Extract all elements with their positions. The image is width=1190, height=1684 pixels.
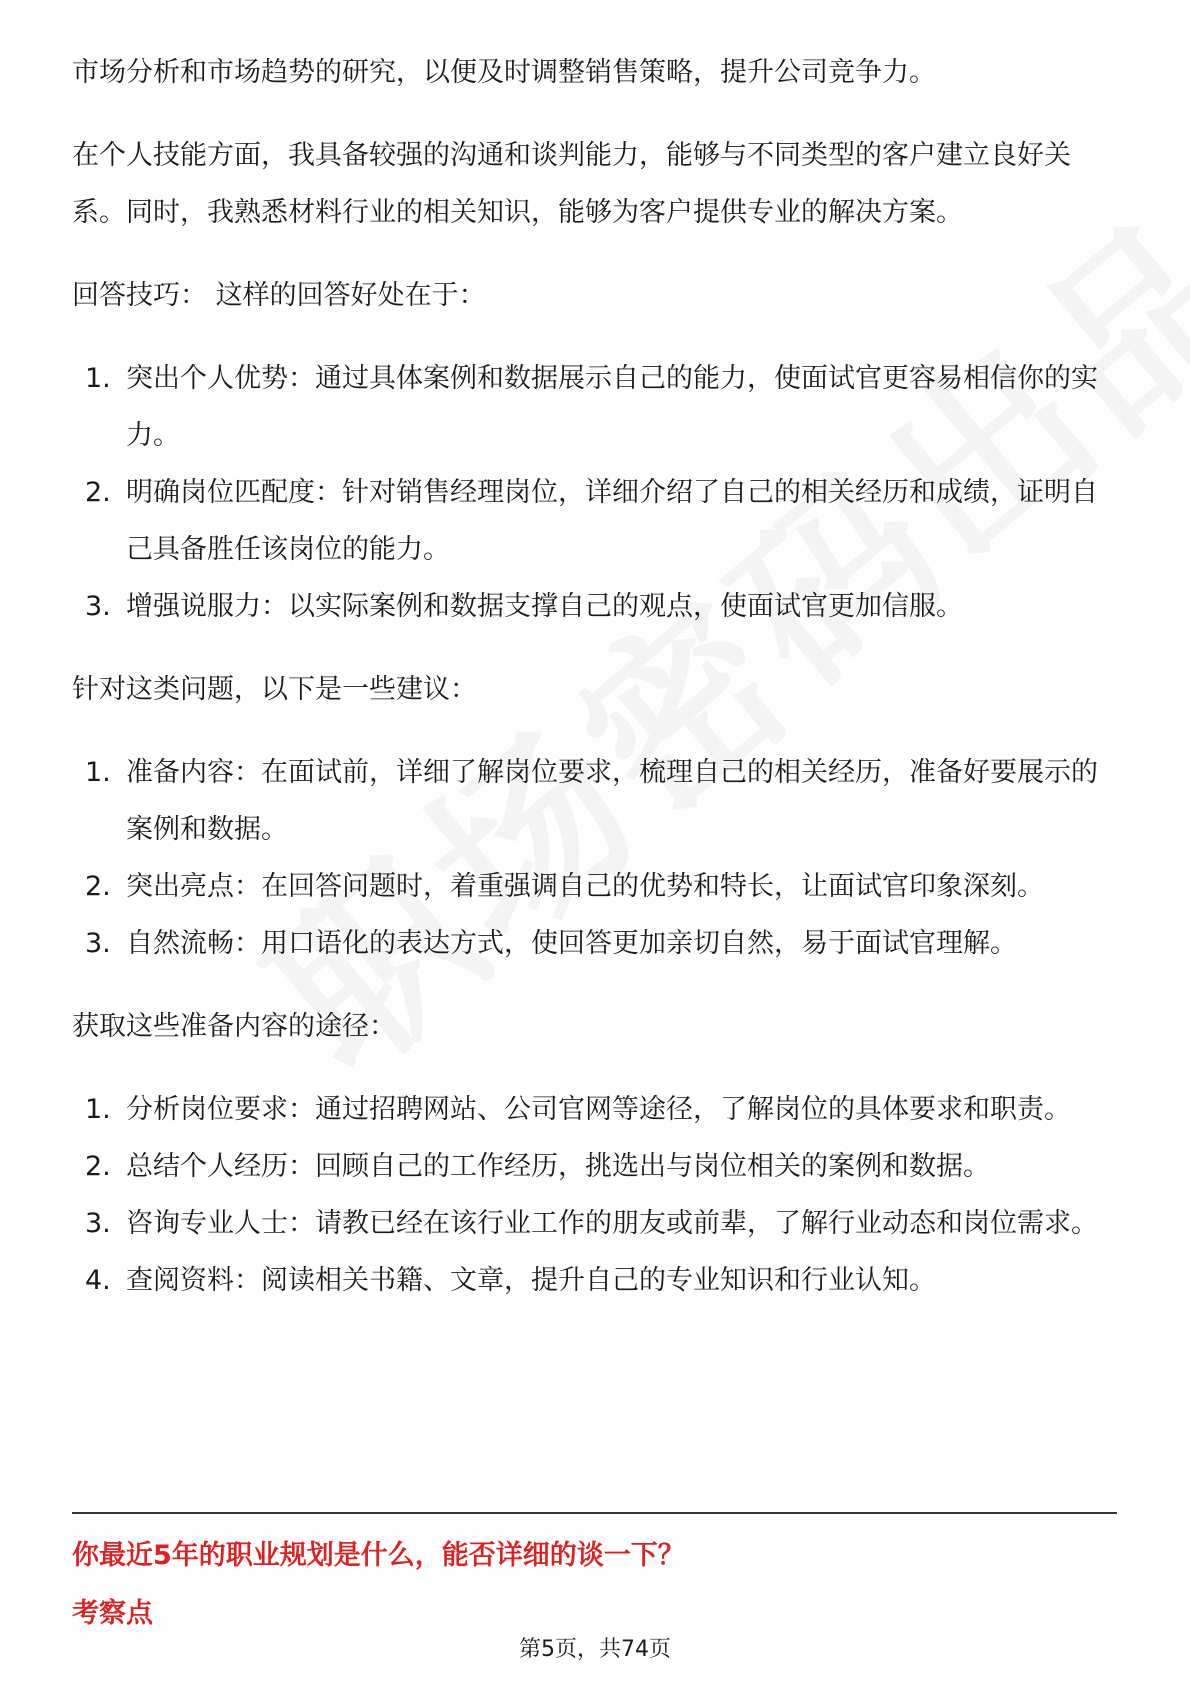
list-number: 2. [85, 477, 111, 508]
paragraph-suggestions-intro: 针对这类问题，以下是一些建议： [72, 674, 477, 705]
suggestions-list [72, 744, 1117, 972]
preparation-sources-list [72, 1081, 1117, 1309]
list-item-text: 查阅资料：阅读相关书籍、文章，提升自己的专业知识和行业认知。 [126, 1265, 936, 1296]
list-item [72, 1138, 1117, 1195]
list-item [72, 1081, 1117, 1138]
paragraph-answer-tips: 回答技巧： 这样的回答好处在于： [72, 280, 486, 311]
list-number: 3. [85, 928, 111, 959]
list-item [72, 858, 1117, 915]
list-number: 2. [85, 871, 111, 902]
paragraph-preparation-sources: 获取这些准备内容的途径： [72, 1011, 396, 1042]
list-item-text: 自然流畅：用口语化的表达方式，使回答更加亲切自然，易于面试官理解。 [126, 928, 1017, 959]
list-item-text: 突出亮点：在回答问题时，着重强调自己的优势和特长，让面试官印象深刻。 [126, 871, 1044, 902]
section-divider [72, 1512, 1117, 1514]
list-item-text: 明确岗位匹配度：针对销售经理岗位，详细介绍了自己的相关经历和成绩，证明自己具备胜任该岗位的能力。 [126, 477, 1098, 565]
list-item-text: 分析岗位要求：通过招聘网站、公司官网等途径，了解岗位的具体要求和职责。 [126, 1094, 1071, 1125]
list-item-text: 突出个人优势：通过具体案例和数据展示自己的能力，使面试官更容易相信你的实力。 [126, 363, 1098, 451]
list-item-text: 总结个人经历：回顾自己的工作经历，挑选出与岗位相关的案例和数据。 [126, 1151, 990, 1182]
page-number: 第5页，共74页 [519, 1637, 671, 1662]
list-item [72, 464, 1117, 578]
list-item [72, 578, 1117, 635]
list-number: 1. [85, 363, 111, 394]
paragraph-personal-skills: 在个人技能方面，我具备较强的沟通和谈判能力，能够与不同类型的客户建立良好关系。同时，我熟悉材料行业的相关知识，能够为客户提供专业的解决方案。 [72, 140, 1071, 228]
answer-benefits-list [72, 350, 1117, 635]
list-item-text: 准备内容：在面试前，详细了解岗位要求，梳理自己的相关经历，准备好要展示的案例和数据。 [126, 757, 1098, 845]
list-number: 1. [85, 1094, 111, 1125]
list-item [72, 1252, 1117, 1309]
list-item [72, 1195, 1117, 1252]
interview-question-heading: 你最近5年的职业规划是什么，能否详细的谈一下？ [72, 1540, 685, 1571]
list-number: 1. [85, 757, 111, 788]
list-item [72, 744, 1117, 858]
list-item [72, 915, 1117, 972]
list-number: 4. [85, 1265, 111, 1296]
list-item-text: 咨询专业人士：请教已经在该行业工作的朋友或前辈，了解行业动态和岗位需求。 [126, 1208, 1098, 1239]
list-number: 3. [85, 591, 111, 622]
list-item [72, 350, 1117, 464]
document-body [72, 44, 1117, 1309]
list-number: 2. [85, 1151, 111, 1182]
paragraph-market-analysis: 市场分析和市场趋势的研究，以便及时调整销售策略，提升公司竞争力。 [72, 57, 936, 88]
list-item-text: 增强说服力：以实际案例和数据支撑自己的观点，使面试官更加信服。 [126, 591, 963, 622]
checkpoint-heading: 考察点 [72, 1598, 153, 1629]
list-number: 3. [85, 1208, 111, 1239]
